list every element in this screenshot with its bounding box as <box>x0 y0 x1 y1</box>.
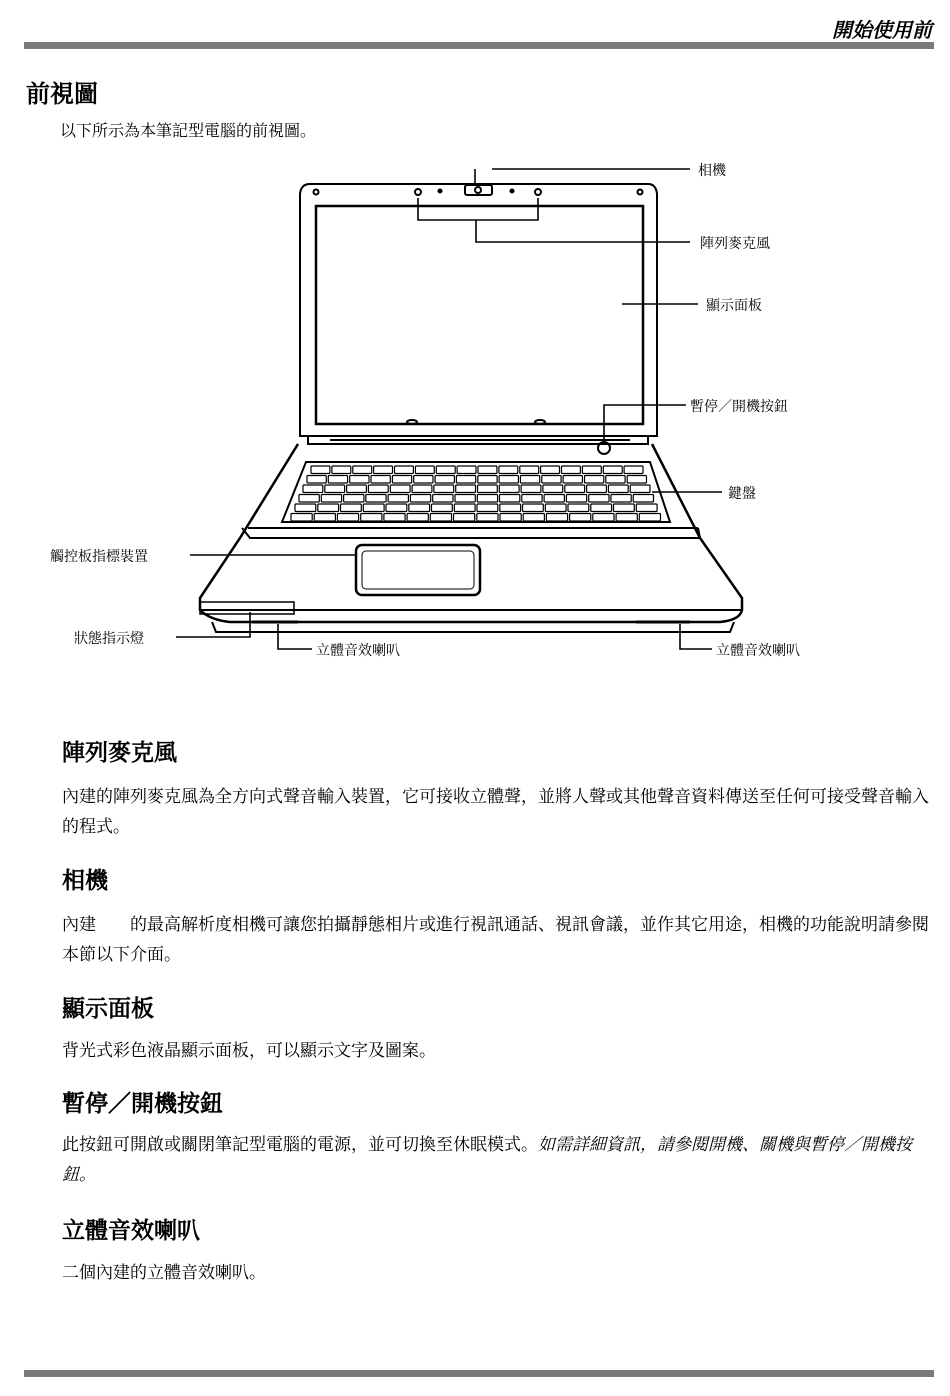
keyboard-key <box>478 476 497 484</box>
keyboard-key <box>477 495 497 503</box>
keyboard-key <box>499 476 518 484</box>
keyboard-key <box>478 485 498 493</box>
keyboard-key <box>589 495 609 503</box>
laptop-illustration <box>0 150 950 690</box>
keyboard-key <box>332 466 351 474</box>
keyboard-key <box>456 485 476 493</box>
keyboard-key <box>295 504 316 512</box>
keyboard-key <box>436 466 455 474</box>
keyboard-key <box>499 466 518 474</box>
section-body-camera: 內建 的最高解析度相機可讓您拍攝靜態相片或進行視訊通話、視訊會議，並作其它用途，相機的功能說明請參閱本節以下介面。 <box>62 915 929 965</box>
keyboard-key <box>386 504 407 512</box>
keyboard-key <box>456 476 475 484</box>
keyboard-key <box>388 495 408 503</box>
section-heading-camera: 相機 <box>62 868 108 894</box>
header-rule <box>24 42 934 49</box>
keyboard-key <box>570 514 591 522</box>
keyboard-key <box>523 504 544 512</box>
keyboard-key <box>368 485 388 493</box>
keyboard-key <box>366 495 386 503</box>
keyboard-key <box>633 495 653 503</box>
keyboard-key <box>522 495 542 503</box>
keyboard-key <box>587 485 607 493</box>
keyboard-key <box>303 485 323 493</box>
keyboard-key <box>565 485 585 493</box>
keyboard-key <box>585 476 604 484</box>
keyboard-key <box>415 466 434 474</box>
label-mic-array: 陣列麥克風 <box>700 236 770 252</box>
keyboard-key <box>541 466 560 474</box>
keyboard-key <box>614 504 635 512</box>
keyboard-key <box>350 476 369 484</box>
label-keyboard: 鍵盤 <box>728 486 756 502</box>
keyboard-key <box>410 495 430 503</box>
keyboard-key <box>627 476 646 484</box>
chapter-header: 開始使用前 <box>832 18 932 42</box>
keyboard-key <box>630 485 650 493</box>
keyboard-key <box>409 504 430 512</box>
keyboard-key <box>321 495 341 503</box>
keyboard-key <box>392 476 411 484</box>
keyboard-key <box>546 514 567 522</box>
keyboard-key <box>603 466 622 474</box>
power-note-text: 如需詳細資訊，請參閱開機、關機與暫停／開機按鈕。 <box>62 1135 912 1185</box>
keyboard-key <box>591 504 612 512</box>
keyboard-key <box>611 495 631 503</box>
touchpad-shape <box>356 545 480 595</box>
keyboard-key <box>566 495 586 503</box>
keyboard-key <box>639 514 660 522</box>
keyboard-key <box>520 466 539 474</box>
keyboard-key <box>371 476 390 484</box>
keyboard-key <box>433 495 453 503</box>
keyboard-key <box>608 485 628 493</box>
keyboard-key <box>500 495 520 503</box>
section-body-display: 背光式彩色液晶顯示面板，可以顯示文字及圖案。 <box>62 1041 436 1061</box>
page-title: 前視圖 <box>26 80 98 108</box>
keyboard-key <box>624 466 643 474</box>
keyboard-key <box>318 504 339 512</box>
keyboard-key <box>636 504 657 512</box>
keyboard-key <box>430 514 451 522</box>
keyboard-key <box>543 485 563 493</box>
section-heading-mic-array: 陣列麥克風 <box>62 740 177 766</box>
section-body-mic-array: 內建的陣列麥克風為全方向式聲音輸入裝置，它可接收立體聲，並將人聲或其他聲音資料傳送至任何可接受聲音輸入的程式。 <box>62 787 929 837</box>
label-camera: 相機 <box>698 163 726 179</box>
keyboard-key <box>337 514 358 522</box>
keyboard-key <box>593 514 614 522</box>
keyboard-key <box>454 514 475 522</box>
keyboard-key <box>562 466 581 474</box>
keyboard-key <box>311 466 330 474</box>
keyboard-key <box>414 476 433 484</box>
keyboard-key <box>291 514 312 522</box>
keyboard-key <box>568 504 589 512</box>
intro-text: 以下所示為本筆記型電腦的前視圖。 <box>60 121 317 140</box>
keyboard-key <box>341 504 362 512</box>
keyboard-key <box>523 514 544 522</box>
keyboard-key <box>307 476 326 484</box>
keyboard-key <box>390 485 410 493</box>
keyboard-key <box>361 514 382 522</box>
keyboard-key <box>384 514 405 522</box>
keyboard-key <box>325 485 345 493</box>
keyboard-key <box>299 495 319 503</box>
status-lights-strip <box>200 602 294 614</box>
section-heading-power: 暫停／開機按鈕 <box>62 1091 223 1117</box>
keyboard-key <box>477 514 498 522</box>
keyboard-key <box>545 504 566 512</box>
power-body-text: 此按鈕可開啟或關閉筆記型電腦的電源，並可切換至休眠模式。 <box>62 1135 538 1155</box>
keyboard-key <box>499 485 519 493</box>
keyboard-key <box>344 495 364 503</box>
keyboard-key <box>457 466 476 474</box>
keyboard-key <box>616 514 637 522</box>
keyboard-key <box>500 504 521 512</box>
section-heading-display: 顯示面板 <box>62 996 154 1022</box>
label-status-lights: 狀態指示燈 <box>74 631 144 647</box>
keyboard-key <box>520 476 539 484</box>
label-touchpad: 觸控板指標裝置 <box>50 549 148 565</box>
keyboard-key <box>454 504 475 512</box>
keyboard-key <box>521 485 541 493</box>
keyboard-key <box>477 504 498 512</box>
label-speaker-left: 立體音效喇叭 <box>316 643 400 659</box>
keyboard-key <box>432 504 453 512</box>
keyboard-key <box>563 476 582 484</box>
keyboard-key <box>374 466 393 474</box>
keyboard-key <box>500 514 521 522</box>
label-display: 顯示面板 <box>706 298 762 314</box>
section-body-speakers: 二個內建的立體音效喇叭。 <box>62 1263 266 1283</box>
keyboard-key <box>606 476 625 484</box>
keyboard-key <box>455 495 475 503</box>
label-speaker-right: 立體音效喇叭 <box>716 643 800 659</box>
keyboard-key <box>582 466 601 474</box>
footer-rule <box>24 1370 934 1377</box>
section-heading-speakers: 立體音效喇叭 <box>62 1218 200 1244</box>
lid-outline <box>300 184 657 436</box>
keyboard-key <box>434 485 454 493</box>
keyboard-key <box>395 466 414 474</box>
keyboard-key <box>542 476 561 484</box>
screen-panel <box>316 206 643 424</box>
keyboard-key <box>435 476 454 484</box>
callout-lines <box>176 169 722 649</box>
keyboard-key <box>478 466 497 474</box>
keyboard-key <box>353 466 372 474</box>
keyboard-key <box>412 485 432 493</box>
keyboard-key <box>363 504 384 512</box>
keyboard-key <box>328 476 347 484</box>
keyboard-key <box>347 485 367 493</box>
section-body-power <box>62 1130 938 1190</box>
keyboard-key <box>544 495 564 503</box>
label-power-button: 暫停／開機按鈕 <box>690 399 788 415</box>
laptop-front-view-figure <box>0 150 950 690</box>
keyboard-key <box>407 514 428 522</box>
keyboard-key <box>314 514 335 522</box>
keyboard-keys <box>291 466 661 521</box>
